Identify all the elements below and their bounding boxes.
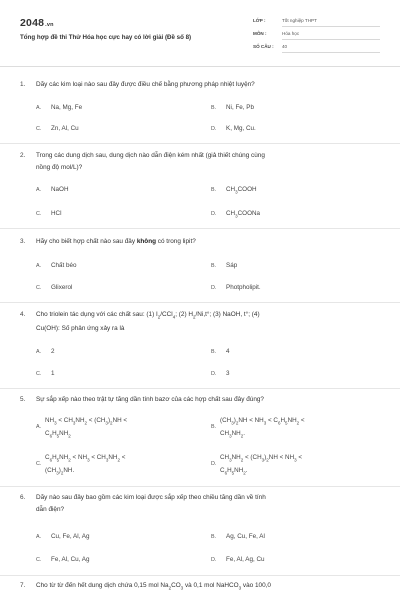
question-6-text — [20, 492, 380, 516]
q5-option-c[interactable] — [36, 452, 196, 479]
option-letter: A. — [36, 349, 42, 355]
meta-grade — [253, 17, 380, 27]
meta-grade-label: LỚP : — [253, 18, 266, 23]
question-4-text — [20, 309, 380, 335]
option-letter: A. — [36, 424, 42, 430]
option-letter: B. — [211, 534, 217, 540]
meta-subject-label: MÔN : — [253, 31, 267, 36]
question-divider — [0, 388, 400, 389]
option-letter: A. — [36, 187, 42, 193]
option-text: Ni, Fe, Pb — [226, 104, 254, 111]
logo-suffix: .vn — [45, 22, 54, 28]
q4-option-c[interactable] — [36, 368, 55, 380]
question-body-line2: dẫn điện? — [36, 506, 65, 513]
q3-option-d[interactable] — [211, 282, 261, 294]
option-text: Chất béo — [51, 262, 77, 269]
q4-option-b[interactable] — [211, 346, 230, 358]
question-body: Sự sắp xếp nào theo trật tự tăng dần tính bazơ của các hợp chất sau đây đúng? — [36, 396, 264, 403]
q3-option-c[interactable] — [36, 282, 72, 294]
question-number: 4. — [20, 311, 26, 318]
question-divider — [0, 302, 400, 303]
q6-option-a[interactable] — [36, 531, 90, 543]
question-body-line1: Cho từ từ đến hết dung dịch chứa 0,15 mol $Na_2CO_3$ và 0,1 mol NaHCO$_3$ vào 100,0 — [36, 582, 271, 591]
option-text: $(CH_3)_2NH < NH_3 < C_6H_5NH_2$ < $CH_3NH_2$. — [220, 417, 305, 439]
option-text: 2 — [51, 348, 55, 355]
logo-text: 2048 — [20, 17, 45, 29]
question-1-text — [20, 79, 380, 91]
question-7-cutoff — [36, 592, 336, 600]
meta-subject — [253, 30, 380, 40]
q3-option-b[interactable] — [211, 260, 237, 272]
question-body-line1: Trong các dung dịch sau, dung dịch nào dẫn điện kém nhất (giả thiết chúng cùng — [36, 152, 265, 159]
option-text: HCl — [51, 210, 62, 217]
option-text: $CH_3NH_2 < (CH_3)_2NH < NH_3$ < $C_6H_5NH_2$. — [220, 454, 303, 476]
option-text: $C_6H_5NH_2 < NH_3 < CH_3NH_2$ < $(CH_3)_2NH$. — [45, 454, 126, 476]
question-number: 7. — [20, 582, 26, 589]
question-2-text — [20, 150, 380, 174]
option-letter: B. — [211, 263, 217, 269]
question-body-line1: Dãy nào sau đây bao gồm các kim loại được sắp xếp theo chiều tăng dần về tính — [36, 494, 266, 501]
option-text: $CH_3COOH$ — [226, 186, 257, 195]
q5-option-a[interactable] — [36, 415, 196, 442]
option-text: Na, Mg, Fe — [51, 104, 83, 111]
q6-option-c[interactable] — [36, 554, 90, 566]
question-divider — [0, 143, 400, 144]
q6-option-b[interactable] — [211, 531, 265, 543]
option-text: K, Mg, Cu. — [226, 125, 256, 132]
meta-underline — [282, 52, 380, 53]
header — [0, 0, 400, 66]
option-text: 4 — [226, 348, 230, 355]
q1-option-b[interactable] — [211, 102, 254, 114]
option-letter: C. — [36, 557, 42, 563]
q2-option-b[interactable] — [211, 184, 257, 197]
question-body-line1: Cho triolein tác dụng với các chất sau: (1) $I_2/CCl_4$; (2) $H_2/Ni,t^\circ$; (3) NaOH, t°; (4) — [36, 311, 260, 320]
meta-grade-value: Tốt nghiệp THPT — [282, 18, 317, 23]
option-letter: D. — [211, 285, 217, 291]
q4-option-d[interactable] — [211, 368, 230, 380]
question-3-text — [20, 236, 380, 248]
question-number: 5. — [20, 396, 26, 403]
option-text: $NH_3 < CH_3NH_2 < (CH_3)_2NH$ < $C_6H_5NH_2$ — [45, 417, 128, 439]
option-letter: A. — [36, 263, 42, 269]
question-number: 1. — [20, 81, 26, 88]
meta-count-label: SỐ CÂU : — [253, 44, 274, 49]
option-text: Zn, Al, Cu — [51, 125, 79, 132]
meta-subject-value: Hóa học — [282, 31, 300, 36]
option-text: Glixerol — [51, 284, 73, 291]
meta-underline — [282, 26, 380, 27]
option-letter: D. — [211, 461, 217, 467]
q2-option-c[interactable] — [36, 208, 62, 220]
option-text: Fe, Al, Cu, Ag — [51, 556, 90, 563]
question-5-text — [20, 394, 380, 406]
q3-option-a[interactable] — [36, 260, 77, 272]
option-text: Ag, Cu, Fe, Al — [226, 533, 265, 540]
question-divider — [0, 486, 400, 487]
option-text: Fe, Al, Ag, Cu — [226, 556, 265, 563]
question-body-emphasis: không — [136, 238, 156, 245]
option-letter: B. — [211, 424, 217, 430]
q1-option-a[interactable] — [36, 102, 82, 114]
page-title: Tổng hợp đề thi Thử Hóa học cực hay có lời giải (Đề số 8) — [20, 34, 192, 41]
meta-count-value: 40 — [282, 44, 288, 49]
option-letter: A. — [36, 534, 42, 540]
option-text: Photpholipit. — [226, 284, 261, 291]
option-letter: A. — [36, 105, 42, 111]
option-text: Sáp — [226, 262, 238, 269]
option-text: 1 — [51, 370, 55, 377]
question-body: Dãy các kim loại nào sau đây được điều chế bằng phương pháp nhiệt luyện? — [36, 81, 255, 88]
option-letter: C. — [36, 461, 42, 467]
q5-option-d[interactable] — [211, 452, 371, 479]
option-letter: C. — [36, 371, 42, 377]
option-letter: B. — [211, 349, 217, 355]
option-letter: C. — [36, 211, 42, 217]
q1-option-d[interactable] — [211, 123, 256, 135]
option-letter: D. — [211, 557, 217, 563]
q2-option-a[interactable] — [36, 184, 69, 196]
question-divider — [0, 575, 400, 576]
option-letter: C. — [36, 285, 42, 291]
option-text: $CH_3COONa$ — [226, 210, 261, 219]
question-body-pre: Hãy cho biết hợp chất nào sau đây — [36, 238, 137, 245]
q4-option-a[interactable] — [36, 346, 55, 358]
q1-option-c[interactable] — [36, 123, 79, 135]
q2-option-d[interactable] — [211, 208, 260, 221]
option-letter: D. — [211, 211, 217, 217]
option-letter: D. — [211, 126, 217, 132]
question-number: 2. — [20, 152, 26, 159]
question-body-post: có trong lipit? — [156, 238, 196, 245]
option-letter: D. — [211, 371, 217, 377]
question-number: 3. — [20, 238, 26, 245]
header-divider — [0, 66, 400, 67]
option-text: Cu, Fe, Al, Ag — [51, 533, 90, 540]
option-text: NaOH — [51, 186, 69, 193]
question-divider — [0, 228, 400, 229]
q5-option-b[interactable] — [211, 415, 371, 442]
q6-option-d[interactable] — [211, 554, 265, 566]
question-number: 6. — [20, 494, 26, 501]
meta-underline — [282, 39, 380, 40]
question-body-line2: nồng độ mol/L)? — [36, 164, 83, 171]
question-body-line2: Cu(OH): Số phản ứng xảy ra là — [36, 325, 125, 333]
meta-count — [253, 43, 380, 53]
option-letter: B. — [211, 105, 217, 111]
option-text: 3 — [226, 370, 230, 377]
option-letter: B. — [211, 187, 217, 193]
option-letter: C. — [36, 126, 42, 132]
site-logo[interactable] — [20, 17, 54, 29]
